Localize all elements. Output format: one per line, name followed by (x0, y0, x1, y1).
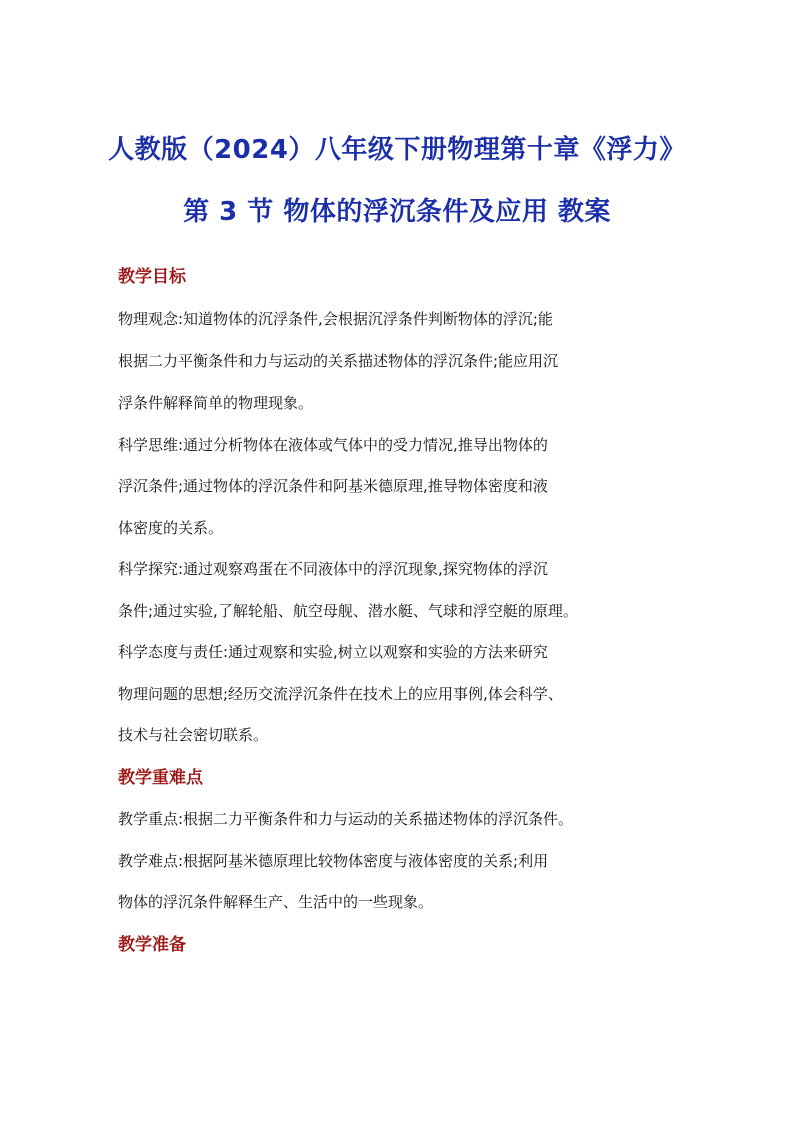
document-title: 人教版（2024）八年级下册物理第十章《浮力》 (108, 135, 686, 165)
section-heading-key-points: 教学重难点 (118, 768, 203, 788)
paragraph-line: 物体的浮沉条件解释生产、生活中的一些现象。 (118, 893, 434, 911)
paragraph-line: 教学难点:根据阿基米德原理比较物体密度与液体密度的关系;利用 (118, 852, 549, 870)
paragraph-line: 科学探究:通过观察鸡蛋在不同液体中的浮沉现象,探究物体的浮沉 (118, 560, 548, 578)
document-subtitle: 第 3 节 物体的浮沉条件及应用 教案 (183, 197, 611, 227)
paragraph-line: 技术与社会密切联系。 (118, 726, 269, 744)
paragraph-line: 浮沉条件;通过物体的浮沉条件和阿基米德原理,推导物体密度和液 (118, 477, 548, 495)
paragraph-line: 体密度的关系。 (118, 519, 224, 537)
section-heading-preparation: 教学准备 (118, 935, 186, 955)
paragraph-line: 科学态度与责任:通过观察和实验,树立以观察和实验的方法来研究 (118, 643, 548, 661)
paragraph-line: 物理问题的思想;经历交流浮沉条件在技术上的应用事例,体会科学、 (118, 685, 563, 703)
paragraph-line: 条件;通过实验,了解轮船、航空母舰、潜水艇、气球和浮空艇的原理。 (118, 602, 578, 620)
paragraph-line: 浮条件解释简单的物理现象。 (118, 394, 314, 412)
paragraph-line: 科学思维:通过分析物体在液体或气体中的受力情况,推导出物体的 (118, 436, 548, 454)
paragraph-line: 根据二力平衡条件和力与运动的关系描述物体的浮沉条件;能应用沉 (118, 352, 559, 370)
paragraph-line: 教学重点:根据二力平衡条件和力与运动的关系描述物体的浮沉条件。 (118, 810, 574, 828)
paragraph-line: 物理观念:知道物体的沉浮条件,会根据沉浮条件判断物体的浮沉;能 (118, 310, 553, 328)
section-heading-objectives: 教学目标 (118, 267, 186, 287)
